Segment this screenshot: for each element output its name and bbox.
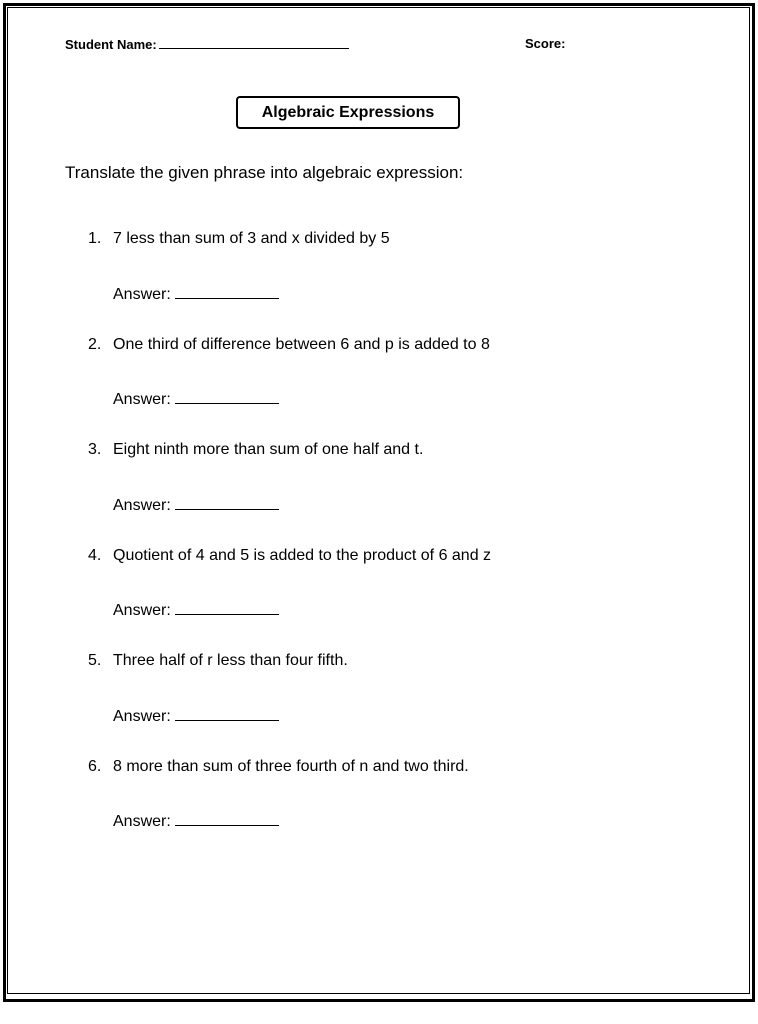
- score-label: Score:: [525, 36, 566, 51]
- question-item: [88, 230, 390, 248]
- question-item: [88, 652, 348, 670]
- answer-blank[interactable]: [175, 811, 279, 826]
- question-number: 1.: [88, 230, 102, 247]
- score-field: [525, 36, 565, 51]
- question-item: [88, 547, 491, 565]
- answer-label: Answer:: [113, 813, 171, 830]
- question-text: 7 less than sum of 3 and x divided by 5: [113, 230, 390, 247]
- question-number: 2.: [88, 336, 102, 353]
- answer-blank[interactable]: [175, 495, 279, 510]
- answer-label: Answer:: [113, 286, 171, 303]
- question-number: 6.: [88, 758, 102, 775]
- answer-blank[interactable]: [175, 600, 279, 615]
- question-text: Quotient of 4 and 5 is added to the product of 6 and z: [113, 547, 492, 564]
- worksheet-title: Algebraic Expressions: [236, 96, 460, 129]
- question-number: 3.: [88, 441, 102, 458]
- question-item: [88, 441, 423, 459]
- question-number: 4.: [88, 547, 102, 564]
- answer-blank[interactable]: [175, 284, 279, 299]
- answer-blank[interactable]: [175, 389, 279, 404]
- question-item: [88, 336, 490, 354]
- question-text: One third of difference between 6 and p is added to 8: [113, 336, 490, 353]
- answer-row: [113, 284, 279, 304]
- answer-row: [113, 600, 279, 620]
- student-name-field: [65, 36, 349, 52]
- student-name-label: Student Name:: [65, 37, 157, 52]
- student-name-blank[interactable]: [159, 36, 349, 49]
- answer-row: [113, 811, 279, 831]
- answer-row: [113, 706, 279, 726]
- answer-row: [113, 495, 279, 515]
- answer-label: Answer:: [113, 497, 171, 514]
- question-text: Three half of r less than four fifth.: [113, 652, 348, 669]
- answer-blank[interactable]: [175, 706, 279, 721]
- question-text: 8 more than sum of three fourth of n and two third.: [113, 758, 469, 775]
- answer-row: [113, 389, 279, 409]
- question-number: 5.: [88, 652, 102, 669]
- question-item: [88, 758, 469, 776]
- question-text: Eight ninth more than sum of one half and t.: [113, 441, 424, 458]
- answer-label: Answer:: [113, 602, 171, 619]
- instructions-text: Translate the given phrase into algebraic expression:: [65, 163, 464, 182]
- answer-label: Answer:: [113, 708, 171, 725]
- answer-label: Answer:: [113, 391, 171, 408]
